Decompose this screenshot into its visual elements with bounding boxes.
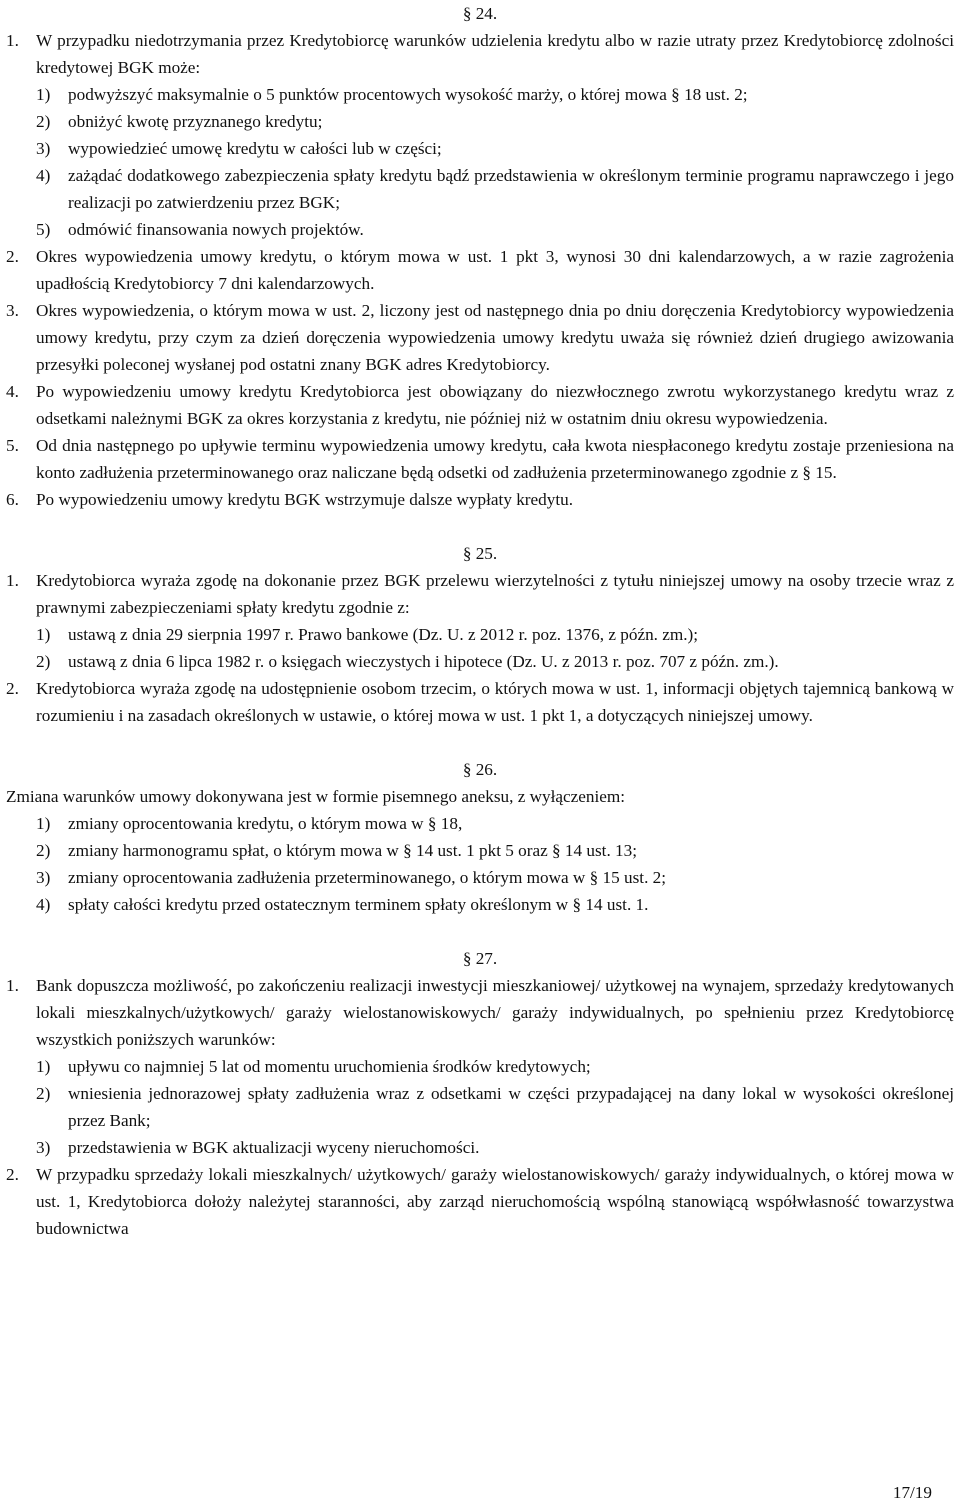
list-item-text: ustawą z dnia 29 sierpnia 1997 r. Prawo bankowe (Dz. U. z 2012 r. poz. 1376, z późn. zm.); — [68, 625, 699, 644]
list-item-number: 2) — [36, 112, 51, 131]
paragraph-number: 2. — [6, 679, 19, 698]
page-number: 17/19 — [892, 1483, 932, 1502]
list-item — [36, 891, 960, 918]
list-item-number: 2) — [36, 1084, 51, 1103]
section-24-heading: § 24. — [462, 4, 498, 23]
section-27-paragraph-2 — [0, 1161, 960, 1242]
list-item-text: wypowiedzieć umowę kredytu w całości lub w części; — [68, 139, 442, 158]
list-item-number: 2) — [36, 652, 51, 671]
list-item — [36, 648, 960, 675]
section-26-intro: Zmiana warunków umowy dokonywana jest w formie pisemnego aneksu, z wyłączeniem: — [6, 787, 626, 806]
list-item-text: podwyższyć maksymalnie o 5 punktów procentowych wysokość marży, o której mowa § 18 ust. 2; — [68, 85, 748, 104]
section-24-paragraph-5 — [0, 432, 960, 486]
list-item-text: upływu co najmniej 5 lat od momentu uruchomienia środków kredytowych; — [68, 1057, 591, 1076]
section-25-heading: § 25. — [462, 544, 498, 563]
paragraph-number: 6. — [6, 490, 19, 509]
list-item-text: odmówić finansowania nowych projektów. — [68, 220, 364, 239]
paragraph-text: Po wypowiedzeniu umowy kredytu Kredytobiorca jest obowiązany do niezwłocznego zwrotu wykorzystanego kredytu wraz z odsetkami należnymi BGK za okres korzystania z kredytu, nie później niż w ostatnim dniu okresu wypowiedzenia. — [36, 382, 954, 428]
paragraph-number: 2. — [6, 1165, 19, 1184]
list-item — [36, 864, 960, 891]
paragraph-number: 3. — [6, 301, 19, 320]
section-25-paragraph-2 — [0, 675, 960, 729]
section-24-paragraph-6 — [0, 486, 960, 513]
paragraph-text: W przypadku sprzedaży lokali mieszkalnych/ użytkowych/ garaży wielostanowiskowych/ garaży indywidualnych, o której mowa w ust. 1, Kredytobiorca dołoży należytej staranności, aby zarząd nieruchomością wspólną stanowiącą współwłasność towarzystwa budownictwa — [36, 1165, 954, 1238]
list-item-number: 3) — [36, 868, 51, 887]
list-item-text: zmiany oprocentowania zadłużenia przeterminowanego, o którym mowa w § 15 ust. 2; — [68, 868, 667, 887]
list-item-number: 1) — [36, 1057, 51, 1076]
list-item — [36, 837, 960, 864]
list-item-number: 4) — [36, 166, 51, 185]
list-item-number: 3) — [36, 139, 51, 158]
list-item — [36, 81, 960, 108]
list-item-text: przedstawienia w BGK aktualizacji wyceny nieruchomości. — [68, 1138, 480, 1157]
paragraph-number: 1. — [6, 31, 19, 50]
section-27-paragraph-1 — [0, 972, 960, 1053]
list-item-text: spłaty całości kredytu przed ostatecznym terminem spłaty określonym w § 14 ust. 1. — [68, 895, 649, 914]
list-item — [36, 135, 960, 162]
list-item — [36, 621, 960, 648]
section-24-paragraph-2 — [0, 243, 960, 297]
paragraph-text: Kredytobiorca wyraża zgodę na udostępnienie osobom trzecim, o których mowa w ust. 1, informacji objętych tajemnicą bankową w rozumieniu i na zasadach określonych w ustawie, o której mowa w ust. 1 pkt 1, a dotyczących niniejszej umowy. — [36, 679, 954, 725]
list-item-number: 5) — [36, 220, 51, 239]
list-item-number: 2) — [36, 841, 51, 860]
list-item-number: 3) — [36, 1138, 51, 1157]
list-item-number: 1) — [36, 85, 51, 104]
paragraph-text: Od dnia następnego po upływie terminu wypowiedzenia umowy kredytu, cała kwota niespłaconego kredytu zostaje przeniesiona na konto zadłużenia przeterminowanego oraz naliczane będą odsetki od zadłużenia przeterminowanego zgodnie z § 15. — [36, 436, 954, 482]
list-item-number: 1) — [36, 625, 51, 644]
list-item-text: zmiany harmonogramu spłat, o którym mowa w § 14 ust. 1 pkt 5 oraz § 14 ust. 13; — [68, 841, 638, 860]
list-item — [36, 216, 960, 243]
list-item-text: ustawą z dnia 6 lipca 1982 r. o księgach wieczystych i hipotece (Dz. U. z 2013 r. poz. 707 z późn. zm.). — [68, 652, 779, 671]
list-item-text: wniesienia jednorazowej spłaty zadłużenia wraz z odsetkami w części przypadającej na dany lokal w wysokości określonej przez Bank; — [68, 1084, 954, 1130]
list-item — [36, 810, 960, 837]
section-24-paragraph-4 — [0, 378, 960, 432]
paragraph-text: Okres wypowiedzenia, o którym mowa w ust. 2, liczony jest od następnego dnia po dniu doręczenia Kredytobiorcy wypowiedzenia umowy kredytu, przy czym za dzień doręczenia wypowiedzenia umowy kredytu uważa się również dzień drugiego awizowania przesyłki poleconej wysłanej pod ostatni znany BGK adres Kredytobiorcy. — [36, 301, 954, 374]
section-25-paragraph-1 — [0, 567, 960, 621]
paragraph-text: Bank dopuszcza możliwość, po zakończeniu realizacji inwestycji mieszkaniowej/ użytkowej na wynajem, sprzedaży kredytowanych lokali mieszkalnych/użytkowych/ garaży wielostanowiskowych/ garaży indywidualnych, po spełnieniu przez Kredytobiorcę wszystkich poniższych warunków: — [36, 976, 954, 1049]
list-item — [36, 1080, 960, 1134]
list-item-text: obniżyć kwotę przyznanego kredytu; — [68, 112, 323, 131]
paragraph-number: 1. — [6, 571, 19, 590]
list-item-text: zmiany oprocentowania kredytu, o którym mowa w § 18, — [68, 814, 463, 833]
list-item-number: 4) — [36, 895, 51, 914]
paragraph-number: 5. — [6, 436, 19, 455]
list-item-number: 1) — [36, 814, 51, 833]
section-26-heading: § 26. — [462, 760, 498, 779]
paragraph-number: 4. — [6, 382, 19, 401]
list-item — [36, 162, 960, 216]
section-24-paragraph-1 — [0, 27, 960, 81]
paragraph-number: 1. — [6, 976, 19, 995]
list-item — [36, 1134, 960, 1161]
paragraph-text: Okres wypowiedzenia umowy kredytu, o którym mowa w ust. 1 pkt 3, wynosi 30 dni kalendarzowych, a w razie zagrożenia upadłością Kredytobiorcy 7 dni kalendarzowych. — [36, 247, 954, 293]
paragraph-text: Po wypowiedzeniu umowy kredytu BGK wstrzymuje dalsze wypłaty kredytu. — [36, 490, 574, 509]
list-item-text: zażądać dodatkowego zabezpieczenia spłaty kredytu bądź przedstawienia w określonym terminie programu naprawczego i jego realizacji po zatwierdzeniu przez BGK; — [68, 166, 954, 212]
paragraph-text: W przypadku niedotrzymania przez Kredytobiorcę warunków udzielenia kredytu albo w razie utraty przez Kredytobiorcę zdolności kredytowej BGK może: — [36, 31, 954, 77]
section-27-heading: § 27. — [462, 949, 498, 968]
list-item — [36, 108, 960, 135]
paragraph-text: Kredytobiorca wyraża zgodę na dokonanie przez BGK przelewu wierzytelności z tytułu niniejszej umowy na osoby trzecie wraz z prawnymi zabezpieczeniami spłaty kredytu zgodnie z: — [36, 571, 954, 617]
paragraph-number: 2. — [6, 247, 19, 266]
section-24-paragraph-3 — [0, 297, 960, 378]
list-item — [36, 1053, 960, 1080]
